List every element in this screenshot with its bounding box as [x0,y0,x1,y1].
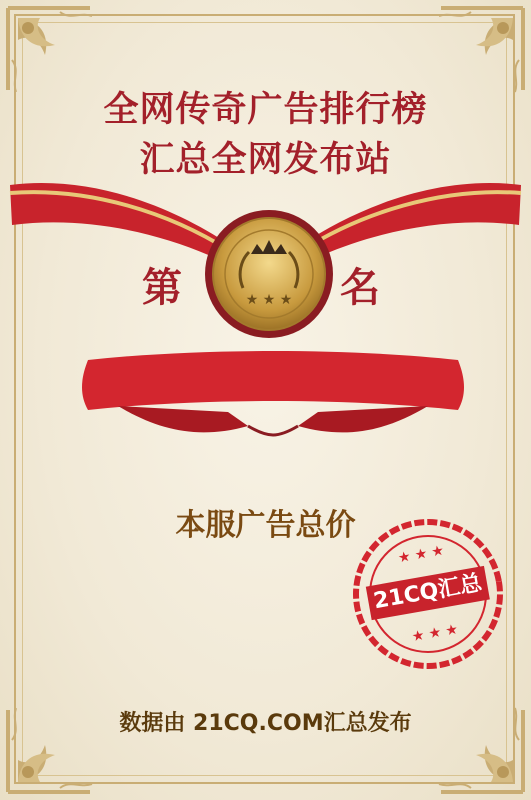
rank-suffix: 名 [340,265,380,311]
rank-prefix: 第 [142,265,182,311]
title-line-1: 全网传奇广告排行榜 [103,90,428,130]
svg-text:★ ★ ★: ★ ★ ★ [245,292,293,308]
medal-icon [203,208,335,340]
banner-icon [78,340,468,450]
footer-text: 数据由 21CQ.COM汇总发布 [119,711,412,736]
stamp-seal [335,501,520,686]
stamp-text: 21CQ汇总 [366,566,490,620]
svg-text:★ ★ ★: ★ ★ ★ [410,621,460,646]
corner-ornament-icon [411,680,531,800]
title-line-2: 汇总全网发布站 [139,140,392,180]
corner-ornament-icon [0,680,120,800]
svg-text:★ ★ ★: ★ ★ ★ [396,542,446,567]
price-label: 本服广告总价 [175,508,356,543]
